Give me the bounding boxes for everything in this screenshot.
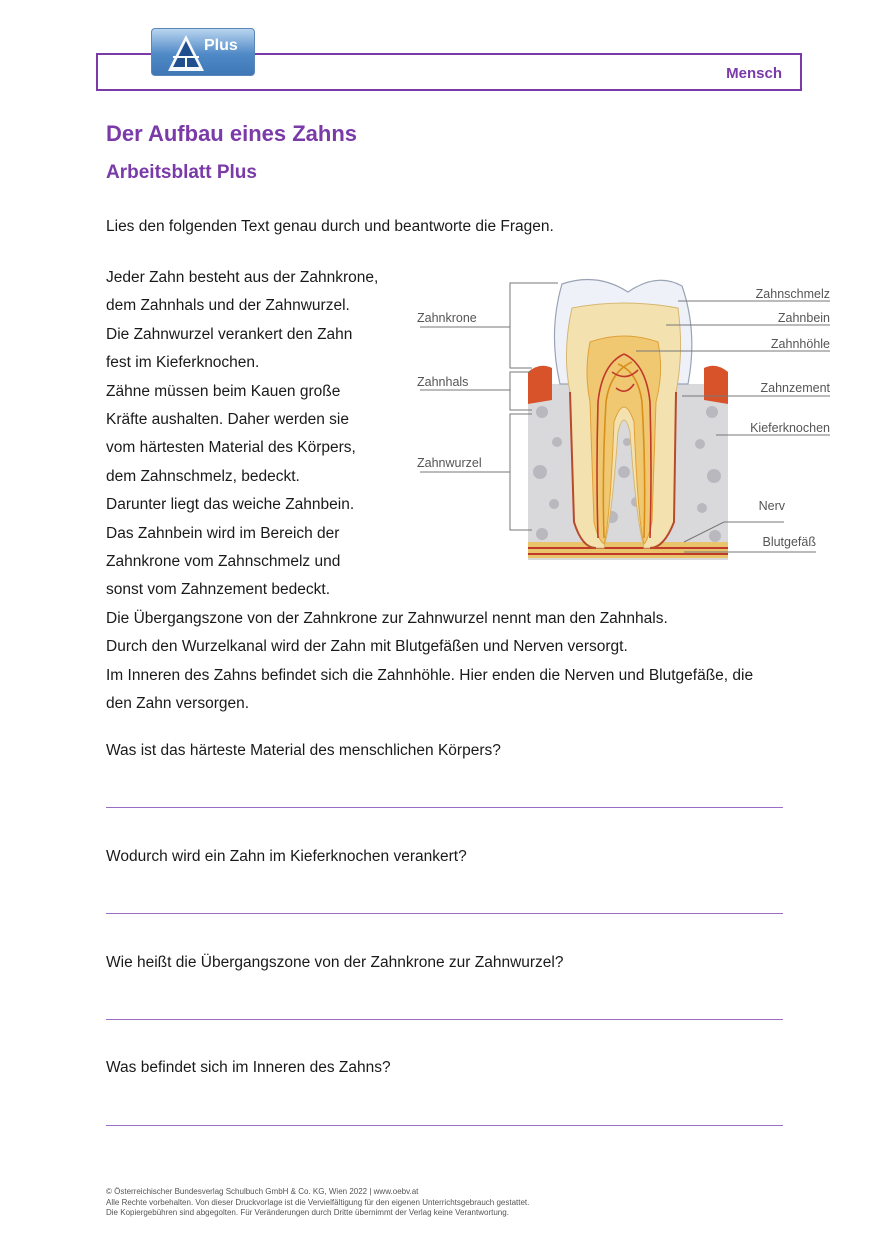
label-nerv: Nerv	[758, 499, 785, 513]
question-3: Wie heißt die Übergangszone von der Zahnkrone zur Zahnwurzel?	[106, 954, 564, 971]
label-zahnschmelz: Zahnschmelz	[755, 287, 830, 301]
label-kieferknochen: Kieferknochen	[750, 421, 830, 435]
label-blutgefaess: Blutgefäß	[762, 535, 816, 549]
answer-line-1[interactable]	[106, 807, 783, 808]
text-line: Zähne müssen beim Kauen große	[106, 382, 341, 400]
gum-right	[704, 366, 728, 404]
text-line: Die Übergangszone von der Zahnkrone zur Zahnwurzel nennt man den Zahnhals.	[106, 609, 668, 627]
instruction-text: Lies den folgenden Text genau durch und beantworte die Fragen.	[106, 218, 554, 235]
text-line: vom härtesten Material des Körpers,	[106, 439, 356, 457]
footer-line: Alle Rechte vorbehalten. Von dieser Druckvorlage ist die Vervielfältigung für den eigenen Unterrichtsgebrauch gestattet.	[106, 1197, 530, 1207]
label-zahnzement: Zahnzement	[760, 381, 830, 395]
footer	[106, 1187, 529, 1219]
footer-line: © Österreichischer Bundesverlag Schulbuch GmbH & Co. KG, Wien 2022 | www.oebv.at	[106, 1187, 419, 1196]
label-zahnbein: Zahnbein	[777, 311, 830, 325]
text-line: Jeder Zahn besteht aus der Zahnkrone,	[106, 269, 379, 286]
answer-line-4[interactable]	[106, 1125, 783, 1126]
label-zahnhoehle: Zahnhöhle	[770, 337, 830, 351]
gum-left	[528, 366, 552, 404]
text-line: dem Zahnhals und der Zahnwurzel.	[106, 297, 350, 315]
text-line: Im Inneren des Zahns befindet sich die Zahnhöhle. Hier enden die Nerven und Blutgefäße, die	[106, 666, 754, 684]
question-2: Wodurch wird ein Zahn im Kieferknochen verankert?	[106, 848, 467, 865]
page-title: Der Aufbau eines Zahns	[106, 121, 358, 146]
text-line: den Zahn versorgen.	[106, 695, 250, 713]
bottom-layer	[528, 542, 728, 558]
logo-text: Plus	[204, 37, 238, 54]
text-line: Zahnkrone vom Zahnschmelz und	[106, 553, 341, 571]
subject-label: Mensch	[726, 65, 782, 82]
plus-logo	[151, 28, 255, 76]
text-line: Das Zahnbein wird im Bereich der	[106, 524, 340, 542]
label-zahnkrone: Zahnkrone	[417, 311, 477, 325]
question-1: Was ist das härteste Material des menschlichen Körpers?	[106, 742, 501, 759]
answer-line-3[interactable]	[106, 1019, 783, 1020]
text-line: dem Zahnschmelz, bedeckt.	[106, 467, 300, 485]
text-line: fest im Kieferknochen.	[106, 354, 260, 372]
text-line: Die Zahnwurzel verankert den Zahn	[106, 325, 353, 343]
tooth-diagram	[412, 272, 837, 562]
question-4: Was befindet sich im Inneren des Zahns?	[106, 1059, 391, 1076]
answer-line-2[interactable]	[106, 913, 783, 914]
text-line: Durch den Wurzelkanal wird der Zahn mit Blutgefäßen und Nerven versorgt.	[106, 638, 628, 656]
label-zahnhals: Zahnhals	[417, 375, 469, 389]
label-zahnwurzel: Zahnwurzel	[417, 456, 482, 470]
page-subtitle: Arbeitsblatt Plus	[106, 162, 257, 183]
footer-line: Die Kopiergebühren sind abgegolten. Für Veränderungen durch Dritte übernimmt der Verlag keine Verantwortung.	[106, 1208, 509, 1217]
text-line: Kräfte aushalten. Daher werden sie	[106, 411, 349, 429]
text-line: Darunter liegt das weiche Zahnbein.	[106, 496, 355, 514]
text-line: sonst vom Zahnzement bedeckt.	[106, 581, 331, 599]
